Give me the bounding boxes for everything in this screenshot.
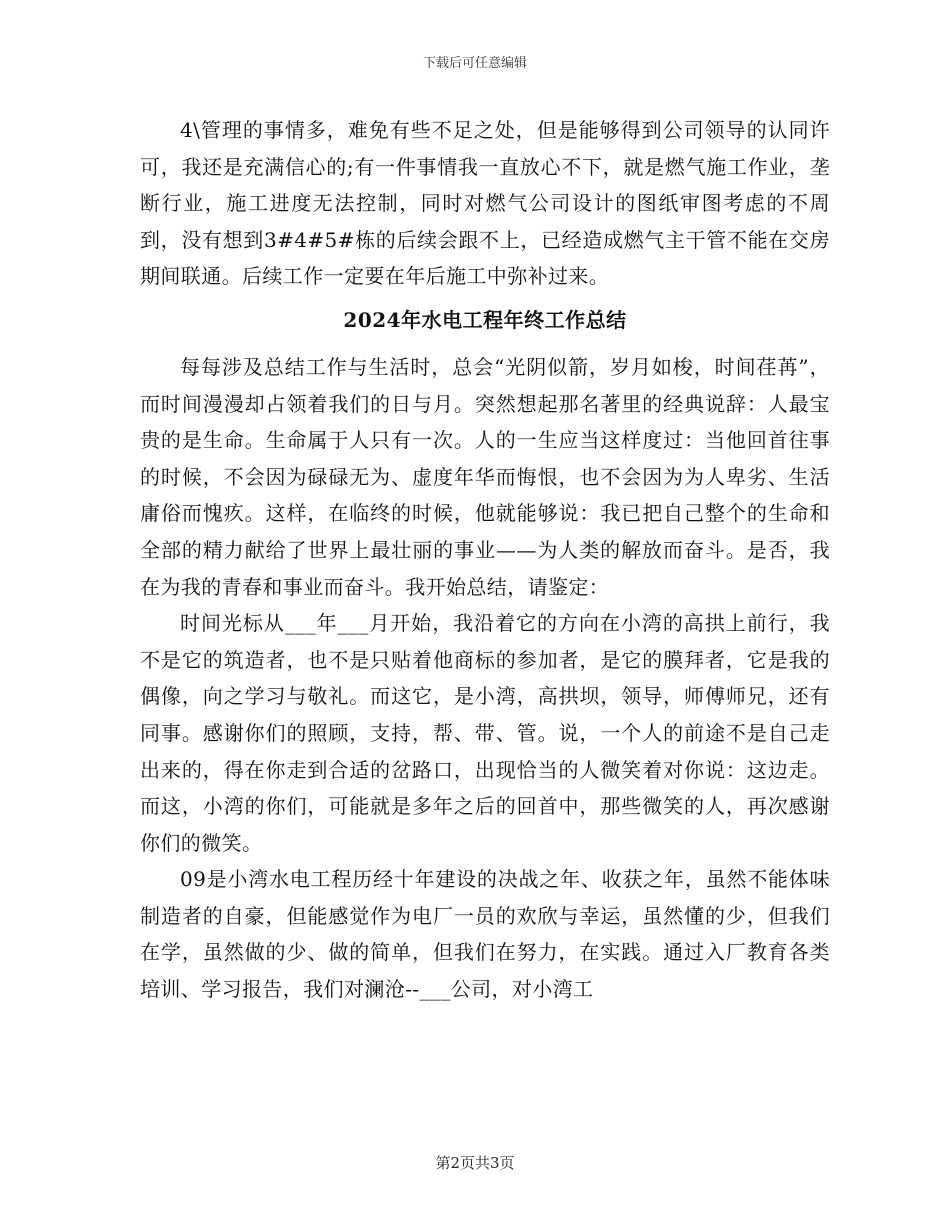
document-body [140,112,830,1008]
body-paragraph-3: 09是小湾水电工程历经十年建设的决战之年、收获之年，虽然不能体味制造者的自豪，但能感觉作为电厂一员的欢欣与幸运，虽然懂的少，但我们在学，虽然做的少、做的简单，但我们在努力，在实践。通过入厂教育各类培训、学习报告，我们对澜沧--___公司，对小湾工 [140,867,830,1002]
page-number-footer: 第2页共3页 [435,1154,515,1172]
section-title: 2024年水电工程年终工作总结 [343,307,627,332]
intro-paragraph: 4\管理的事情多，难免有些不足之处，但是能够得到公司领导的认同许可，我还是充满信心的;有一件事情我一直放心不下，就是燃气施工作业，垄断行业，施工进度无法控制，同时对燃气公司设计的图纸审图考虑的不周到，没有想到3#4#5#栋的后续会跟不上，已经造成燃气主干管不能在交房期间联通。后续工作一定要在年后施工中弥补过来。 [140,118,830,289]
body-paragraph-2: 时间光标从___年___月开始，我沿着它的方向在小湾的高拱上前行，我不是它的筑造者，也不是只贴着他商标的参加者，是它的膜拜者，它是我的偶像，向之学习与敬礼。而这它，是小湾，高拱坝，领导，师傅师兄，还有同事。感谢你们的照顾，支持，帮、带、管。说，一个人的前途不是自己走出来的，得在你走到合适的岔路口，出现恰当的人微笑着对你说：这边走。而这，小湾的你们，可能就是多年之后的回首中，那些微笑的人，再次感谢你们的微笑。 [140,611,830,855]
body-paragraph-1: 每每涉及总结工作与生活时，总会“光阴似箭，岁月如梭，时间荏苒”，而时间漫漫却占领着我们的日与月。突然想起那名著里的经典说辞：人最宝贵的是生命。生命属于人只有一次。人的一生应当这样度过：当他回首往事的时候，不会因为碌碌无为、虚度年华而悔恨，也不会因为为人卑劣、生活庸俗而愧疚。这样，在临终的时候，他就能够说：我已把自己整个的生命和全部的精力献给了世界上最壮丽的事业——为人类的解放而奋斗。是否，我在为我的青春和事业而奋斗。我开始总结，请鉴定： [140,354,830,599]
page-header-note: 下载后可任意编辑 [422,56,527,71]
